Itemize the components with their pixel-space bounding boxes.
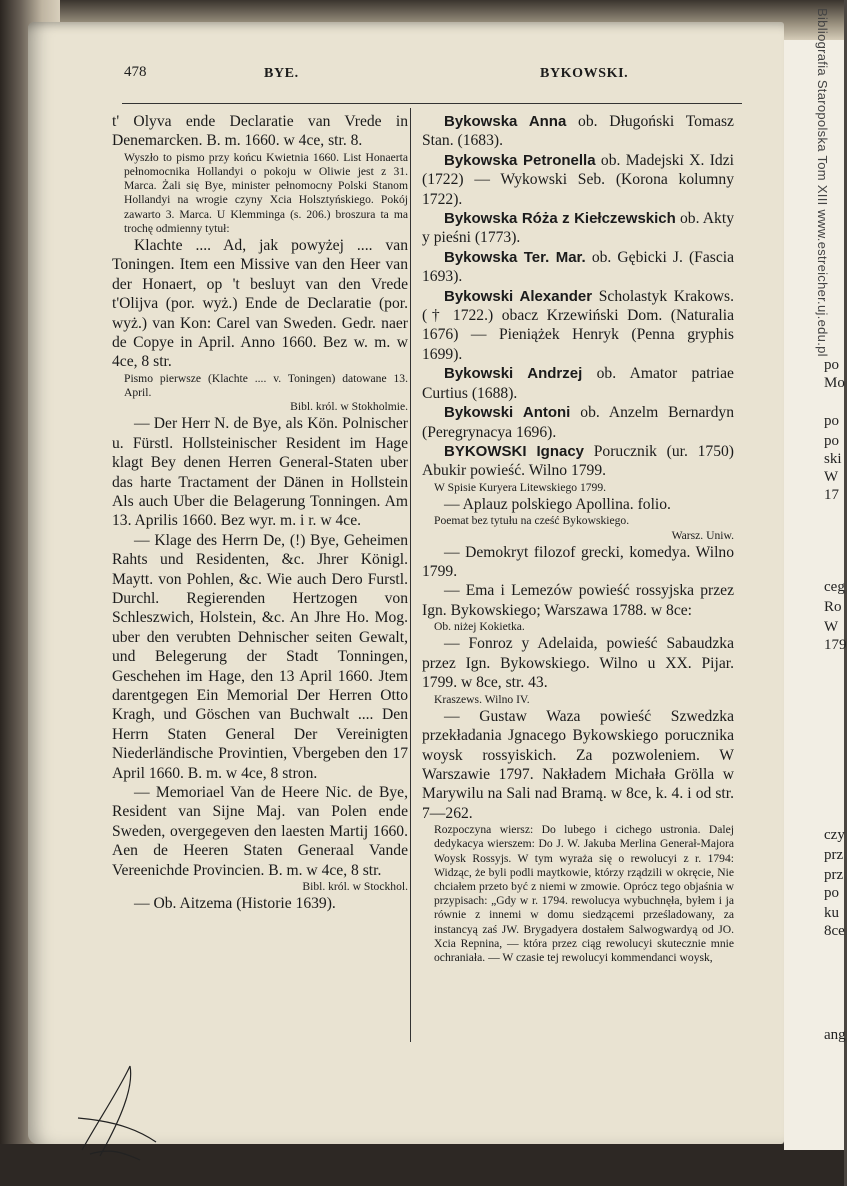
facing-text: ang	[824, 1027, 846, 1043]
entry: — Ema i Lemezów powieść rossyjska przez Ign. Bykowskiego; Warszawa 1788. w 8ce:	[422, 582, 734, 619]
paragraph: — Ob. Aitzema (Historie 1639).	[134, 895, 336, 913]
facing-text: ceg	[824, 579, 845, 595]
entry	[422, 151, 734, 209]
small-note: Wyszło to pismo przy końcu Kwietnia 1660. List Honaerta pełnomocnika Hollandyi o pokoju w Oliwie jest z 31. Marca. Żali się Bye, minister pełnomocny Polski Stanom Hollandyi na wrogie czyny Xcia Holsztyńskiego. Pokój zawarto 3. Marca. U Klemminga (s. 206.) broszura ta ma trochę odmienny tytuł:	[124, 150, 408, 235]
watermark	[815, 8, 842, 1178]
facing-text: ku	[824, 905, 839, 921]
facing-text: 179	[824, 637, 847, 653]
entry	[422, 248, 734, 287]
facing-text: 17	[824, 487, 839, 503]
small-note: W Spisie Kuryera Litewskiego 1799.	[434, 480, 607, 494]
entry-text: Porucznik (ur. 1750) Abukir powieść. Wilno 1799.	[422, 442, 735, 480]
paragraph: Klachte .... Ad, jak powyżej .... van Toningen. Item een Missive van den Heer van der Honaert, op 't besluyt van den Vrede t'Olijva (por. wyż.) Ende de Declaratie (por. wyż.) van Kon: Carel van Sweden. Gedr. naer de Copye in April. Anno 1660. Bez w. m. w 4ce, 8 str.	[112, 237, 408, 371]
paragraph: t' Olyva ende Declaratie van Vrede in Denemarcken. B. m. 1660. w 4ce, str. 8.	[112, 113, 408, 150]
entry-text: ob. Gębicki J. (Fascia 1693).	[422, 248, 734, 286]
paragraph: — Memoriael Van de Heere Nic. de Bye, Resident van Sijne Maj. van Polen ende Sweden, overgegeven den laesten Martij 1660. Aen de Heeren Staten Generaal Vande Vereenichde Provincien. B. m. w 4ce, 8 str.	[112, 784, 408, 879]
entry	[422, 209, 734, 248]
entry-text: ob. Akty y pieśni (1773).	[422, 210, 734, 247]
facing-text: W	[824, 469, 839, 485]
entry-heading: Bykowski Alexander	[444, 287, 593, 305]
entry-heading: Bykowska Anna	[444, 113, 567, 130]
column-divider	[410, 108, 411, 1042]
library-note: Bibl. król. w Stockhol.	[302, 880, 408, 894]
entry-text: ob. Długoński Tomasz Stan. (1683).	[422, 113, 734, 150]
facing-text: po	[824, 433, 839, 449]
page-header	[124, 64, 744, 88]
facing-text: prz	[824, 867, 844, 883]
small-note: Kraszews. Wilno IV.	[434, 692, 530, 706]
watermark-text: Bibliografia Staropolska Tom XIII www.estreicher.uj.edu.pl	[815, 8, 830, 357]
facing-text: prz	[824, 847, 844, 863]
right-column	[422, 112, 734, 965]
entry-heading: Bykowska Róża z Kiełczewskich	[444, 210, 676, 228]
entry: — Fonroz y Adelaida, powieść Sabaudzka przez Ign. Bykowskiego. Wilno u XX. Pijar. 1799. w 8ce, str. 43.	[422, 635, 734, 692]
small-note: Rozpoczyna wiersz: Do lubego i cichego ustronia. Dalej dedykacya wierszem: Do J. W. Jakuba Merlina Generał-Majora Woysk Rossyjs. W tym wyraża się o rewolucyi z r. 1794: Widząc, że byli podli maytkowie, którzy rządzili w okręcie, Nie chciałem przeto być z niemi w zmowie. Oprócz tego objaśnia w przypisach: „Gdy w r. 1794. rewolucya wybuchnęła, byłem i ja równie z innemi w domu siedzącemi prześladowany, za instancyą zaś JW. Brygadyera dostałem Salwogwardyą od JO. Xcia Repnina, — która przez ciąg rewolucyi skutecznie mnie ochraniała. — W czasie tej rewolucyi kommendanci woysk,	[434, 823, 734, 965]
header-rule	[122, 103, 742, 104]
left-column	[112, 112, 408, 913]
entry-heading: Bykowska Petronella	[444, 151, 596, 169]
facing-text: 8ce	[824, 923, 845, 939]
facing-text: Ro	[824, 599, 842, 615]
facing-text: Mo	[824, 375, 845, 391]
facing-text: po	[824, 413, 839, 429]
paragraph: — Klage des Herrn De, (!) Bye, Geheimen Rahts und Residenten, &c. Jhrer Königl. Maytt. von Pohlen, &c. Wie auch Dero Furstl. Durchl. Regierenden Hertzogen von Schleszwich, Holstein, &c. An Jhre Ho. Mog. uber den verubten Dehnischer seiten Gewalt, und Belegerung der Stadt Tonningen, Geschehen im Hage, den 13 April 1660. Jtem darentgegen Ein Memorial Der Herren Otto Kragh, und Göschen van Buchwalt .... Den Herrn Staten General Der Vereinigten Niederländische Provintien, Vbergeben den 17 April 1660. B. m. w 4ce, 8 stron.	[112, 531, 408, 782]
entry-heading: BYKOWSKI Ignacy	[444, 442, 585, 460]
entry	[422, 403, 734, 442]
handwritten-mark	[60, 1058, 170, 1168]
page-number: 478	[124, 64, 147, 80]
entry-text: ob. Anzelm Bernardyn (Peregrynacya 1696).	[422, 404, 734, 441]
facing-text: po	[824, 885, 839, 901]
entry-text: ob. Amator patriae Curtius (1688).	[422, 365, 734, 402]
entry-heading: Bykowski Andrzej	[444, 365, 583, 383]
entry	[422, 364, 734, 403]
running-head-right: BYKOWSKI.	[540, 66, 629, 81]
entry-text: Scholastyk Krakows. († 1722.) obacz Krzewiński Dom. (Naturalia 1676) — Pieniążek Henryk (Penna gryphis 1699).	[422, 287, 735, 363]
small-note: Pismo pierwsze (Klachte .... v. Toningen) datowane 13. April.	[124, 371, 408, 400]
entry-text: ob. Madejski X. Idzi (1722) — Wykowski Seb. (Korona kolumny 1722).	[422, 151, 734, 208]
facing-text: W	[824, 619, 839, 635]
library-note: Bibl. król. w Stokholmie.	[290, 400, 408, 414]
running-head-left: BYE.	[264, 66, 299, 81]
paragraph: — Der Herr N. de Bye, als Kön. Polnischer u. Fürstl. Hollsteinischer Resident im Hage klagt Bey denen Herren General-Staten uber das harte Tractament der Dänen in Hollstein Als auch Uber die Belagerung Tonningen. Am 13. Aprilis 1660. Bez wyr. m. i r. w 4ce.	[112, 415, 408, 530]
entry-heading: Bykowski Antoni	[444, 404, 571, 422]
entry: — Gustaw Waza powieść Szwedzka przekładania Jgnacego Bykowskiego porucznika woysk rossyiskich. Za pozwoleniem. W Warszawie 1797. Nakładem Michała Grölla w Marywilu na Sali nad Bramą. w 8ce, k. 4. i od str. 7—262.	[422, 707, 734, 822]
facing-text: po	[824, 357, 839, 373]
library-note: Warsz. Uniw.	[671, 528, 734, 542]
small-note: Ob. niżej Kokietka.	[434, 620, 525, 634]
small-note: Poemat bez tytułu na cześć Bykowskiego.	[434, 514, 630, 528]
entry-heading: Bykowska Ter. Mar.	[444, 248, 586, 266]
entry	[422, 287, 734, 365]
facing-text: czy	[824, 827, 845, 843]
entry	[422, 442, 734, 481]
entry: — Aplauz polskiego Apollina. folio.	[444, 495, 671, 513]
entry	[422, 112, 734, 151]
entry: — Demokryt filozof grecki, komedya. Wilno 1799.	[422, 543, 734, 580]
facing-text: ski	[824, 451, 842, 467]
